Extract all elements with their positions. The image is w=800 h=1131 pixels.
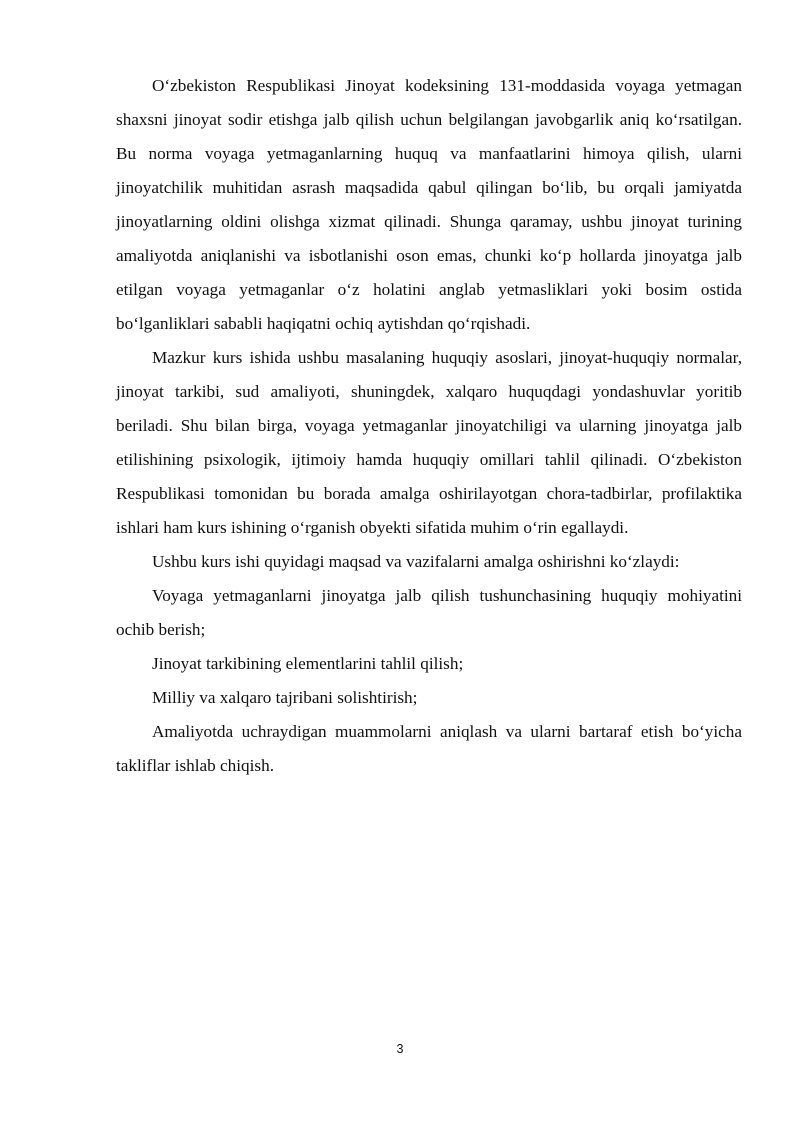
goal-item-1: Voyaga yetmaganlarni jinoyatga jalb qilish tushunchasining huquqiy mohiyatini ochib berish;	[116, 586, 742, 639]
goal-item-2: Jinoyat tarkibining elementlarini tahlil qilish;	[152, 654, 464, 673]
document-body	[116, 69, 742, 783]
paragraph-course-scope: Mazkur kurs ishida ushbu masalaning huquqiy asoslari, jinoyat-huquqiy normalar, jinoyat tarkibi, sud amaliyoti, shuningdek, xalqaro huquqdagi yondashuvlar yoritib beriladi. Shu bilan birga, voyaga yetmaganlar jinoyatchiligi va ularning jinoyatga jalb etilishining psixologik, ijtimoiy hamda huquqiy omillari tahlil qilinadi. O‘zbekiston Respublikasi tomonidan bu borada amalga oshirilayotgan chora-tadbirlar, profilaktika ishlari ham kurs ishining o‘rganish obyekti sifatida muhim o‘rin egallaydi.	[116, 348, 742, 537]
goal-item-3: Milliy va xalqaro tajribani solishtirish;	[152, 688, 418, 707]
goal-item-4: Amaliyotda uchraydigan muammolarni aniqlash va ularni bartaraf etish bo‘yicha takliflar ishlab chiqish.	[116, 722, 742, 775]
page-number: 3	[396, 1042, 404, 1056]
paragraph-goals-intro: Ushbu kurs ishi quyidagi maqsad va vazifalarni amalga oshirishni ko‘zlaydi:	[152, 552, 680, 571]
paragraph-article-131-intro: O‘zbekiston Respublikasi Jinoyat kodeksining 131-moddasida voyaga yetmagan shaxsni jinoyat sodir etishga jalb qilish uchun belgilangan javobgarlik aniq ko‘rsatilgan. Bu norma voyaga yetmaganlarning huquq va manfaatlarini himoya qilish, ularni jinoyatchilik muhitidan asrash maqsadida qabul qilingan bo‘lib, bu orqali jamiyatda jinoyatlarning oldini olishga xizmat qilinadi. Shunga qaramay, ushbu jinoyat turining amaliyotda aniqlanishi va isbotlanishi oson emas, chunki ko‘p hollarda jinoyatga jalb etilgan voyaga yetmaganlar o‘z holatini anglab yetmasliklari yoki bosim ostida bo‘lganliklari sababli haqiqatni ochiq aytishdan qo‘rqishadi.	[116, 76, 742, 333]
